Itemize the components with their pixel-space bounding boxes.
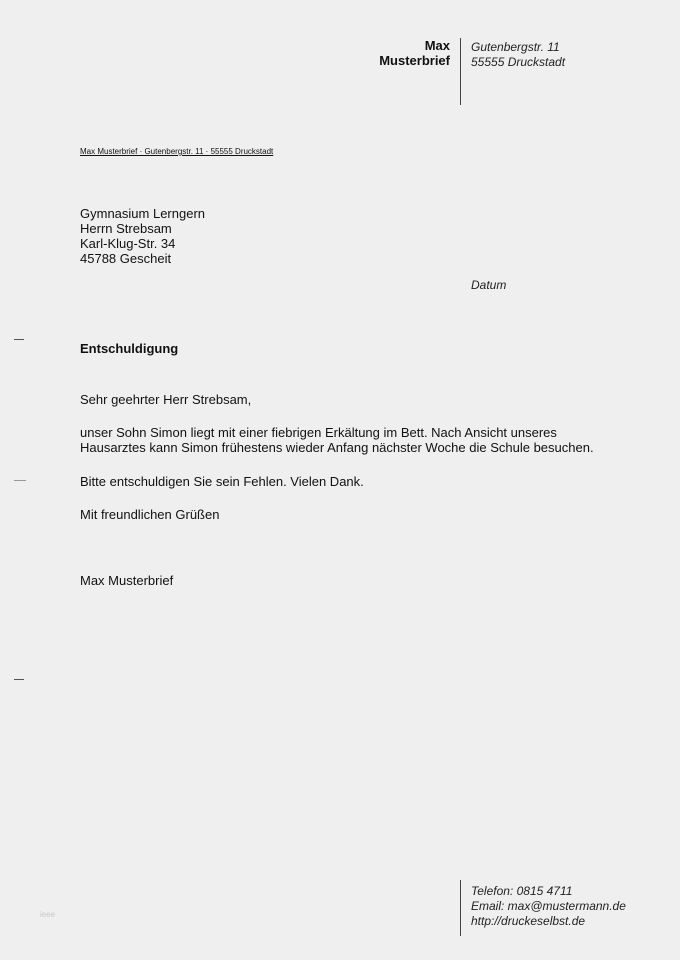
footer-contact bbox=[471, 884, 626, 929]
sender-street: Gutenbergstr. 11 bbox=[471, 40, 560, 54]
footer-website: http://druckeselbst.de bbox=[471, 914, 586, 928]
body-line: unser Sohn Simon liegt mit einer fiebrigen Erkältung im Bett. Nach Ansicht unseres bbox=[80, 425, 557, 440]
sender-city: 55555 Druckstadt bbox=[471, 55, 566, 69]
fold-mark-top bbox=[14, 339, 24, 340]
salutation: Sehr geehrter Herr Strebsam, bbox=[80, 392, 252, 407]
closing: Mit freundlichen Grüßen bbox=[80, 507, 220, 522]
punch-mark bbox=[14, 480, 26, 481]
body-paragraph-1 bbox=[80, 425, 640, 455]
sender-name-last: Musterbrief bbox=[379, 53, 450, 68]
fold-mark-bottom bbox=[14, 679, 24, 680]
return-address-line: Max Musterbrief · Gutenbergstr. 11 · 55555 Druckstadt bbox=[80, 147, 274, 156]
sender-address bbox=[471, 40, 565, 70]
recipient-line: Herrn Strebsam bbox=[80, 221, 172, 236]
recipient-line: Gymnasium Lerngern bbox=[80, 206, 205, 221]
date-label: Datum bbox=[471, 278, 507, 292]
recipient-line: 45788 Gescheit bbox=[80, 251, 172, 266]
sender-name-first: Max bbox=[424, 38, 450, 53]
body-line: Hausarztes kann Simon frühestens wieder Anfang nächster Woche die Schule besuchen. bbox=[80, 440, 594, 455]
watermark: ieee bbox=[40, 910, 56, 919]
recipient-address bbox=[80, 206, 205, 266]
header-divider bbox=[460, 38, 461, 105]
body-paragraph-2: Bitte entschuldigen Sie sein Fehlen. Vielen Dank. bbox=[80, 474, 364, 489]
recipient-line: Karl-Klug-Str. 34 bbox=[80, 236, 176, 251]
signature: Max Musterbrief bbox=[80, 573, 174, 588]
footer-divider bbox=[460, 880, 461, 936]
sender-name bbox=[379, 38, 450, 68]
subject-line: Entschuldigung bbox=[80, 341, 179, 356]
footer-phone: Telefon: 0815 4711 bbox=[471, 884, 573, 898]
footer-email: Email: max@mustermann.de bbox=[471, 899, 626, 913]
